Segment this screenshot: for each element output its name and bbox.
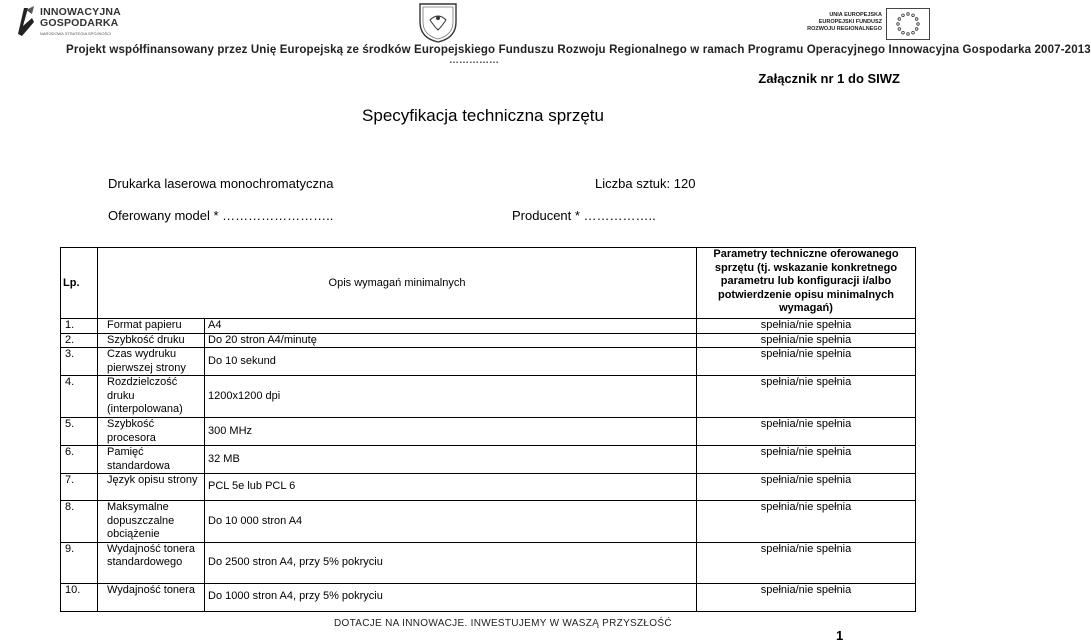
row-param: Pamięć standardowa [98,446,205,474]
row-lp: 5. [61,418,98,446]
row-lp: 3. [61,348,98,376]
page-number: 1 [836,628,844,643]
header-lp: Lp. [61,248,98,319]
row-value: 300 MHz [205,418,697,446]
header-dots: …………… [449,55,499,66]
row-value: Do 10 000 stron A4 [205,501,697,543]
row-param: Wydajność tonera [98,583,205,611]
table-row [61,376,916,418]
producer-field: Producent * …………….. [512,208,656,223]
header-opis [98,248,697,319]
project-cofinancing-line: Projekt współfinansowany przez Unię Europejską ze środków Europejskiego Funduszu Rozwoju Regionalnego w ramach Programu Operacyjnego Innowacyjna Gospodarka 2007-2013 [66,44,1091,56]
eu-logo [796,8,932,40]
row-answer: spełnia/nie spełnia [697,418,916,446]
row-lp: 9. [61,542,98,583]
header-opis-label: Opis wymagań minimalnych [328,277,466,289]
row-lp: 6. [61,446,98,474]
row-answer: spełnia/nie spełnia [697,474,916,501]
row-value: PCL 5e lub PCL 6 [205,474,697,501]
row-answer: spełnia/nie spełnia [697,583,916,611]
table-header-row [61,248,916,319]
row-answer: spełnia/nie spełnia [697,333,916,348]
row-param: Format papieru [98,319,205,334]
row-param: Maksymalne dopuszczalne obciążenie [98,501,205,543]
row-param: Język opisu strony [98,474,205,501]
row-answer: spełnia/nie spełnia [697,501,916,543]
row-value: 1200x1200 dpi [205,376,697,418]
row-param: Rozdzielczość druku (interpolowana) [98,376,205,418]
table-row [61,501,916,543]
row-value: 32 MB [205,446,697,474]
row-param: Wydajność tonera standardowego [98,542,205,583]
specification-table [60,247,916,612]
eu-logo-text: UNIA EUROPEJSKA EUROPEJSKI FUNDUSZ ROZWOJU REGIONALNEGO [807,12,882,32]
row-value: Do 2500 stron A4, przy 5% pokryciu [205,542,697,583]
row-answer: spełnia/nie spełnia [697,376,916,418]
table-row [61,418,916,446]
offered-model-field: Oferowany model * …………………….. [108,208,334,223]
row-lp: 4. [61,376,98,418]
ig-logo-title: INNOWACYJNA GOSPODARKA [40,6,121,29]
row-lp: 10. [61,583,98,611]
row-value: Do 20 stron A4/minutę [205,333,697,348]
footer-slogan: DOTACJE NA INNOWACJE. INWESTUJEMY W WASZĄ PRZYSZŁOŚĆ [334,618,672,629]
quantity: Liczba sztuk: 120 [595,176,696,191]
table-row [61,583,916,611]
attachment-label: Załącznik nr 1 do SIWZ [758,71,900,86]
row-value: A4 [205,319,697,334]
row-value: Do 1000 stron A4, przy 5% pokryciu [205,583,697,611]
device-name: Drukarka laserowa monochromatyczna [108,176,334,191]
table-row [61,446,916,474]
row-lp: 8. [61,501,98,543]
row-lp: 7. [61,474,98,501]
header-param: Parametry techniczne oferowanego sprzętu (tj. wskazanie konkretnego parametru lub konfiguracji i/albo potwierdzenie opisu minimalnych wymagań) [697,248,916,319]
row-value: Do 10 sekund [205,348,697,376]
emblem-icon [414,0,462,44]
row-lp: 2. [61,333,98,348]
row-answer: spełnia/nie spełnia [697,542,916,583]
table-row [61,474,916,501]
table-row [61,348,916,376]
row-answer: spełnia/nie spełnia [697,348,916,376]
row-param: Szybkość procesora [98,418,205,446]
row-lp: 1. [61,319,98,334]
ig-logo-subtitle: NARODOWA STRATEGIA SPÓJNOŚCI [40,31,112,36]
row-answer: spełnia/nie spełnia [697,319,916,334]
row-answer: spełnia/nie spełnia [697,446,916,474]
table-row [61,319,916,334]
eu-flag-icon [886,8,930,40]
document-title: Specyfikacja techniczna sprzętu [362,106,604,125]
table-row [61,542,916,583]
institution-emblem [414,0,462,44]
row-param: Szybkość druku [98,333,205,348]
innowacyjna-gospodarka-logo [14,4,124,40]
row-param: Czas wydruku pierwszej strony [98,348,205,376]
table-row [61,333,916,348]
ig-logo-icon [14,4,38,38]
